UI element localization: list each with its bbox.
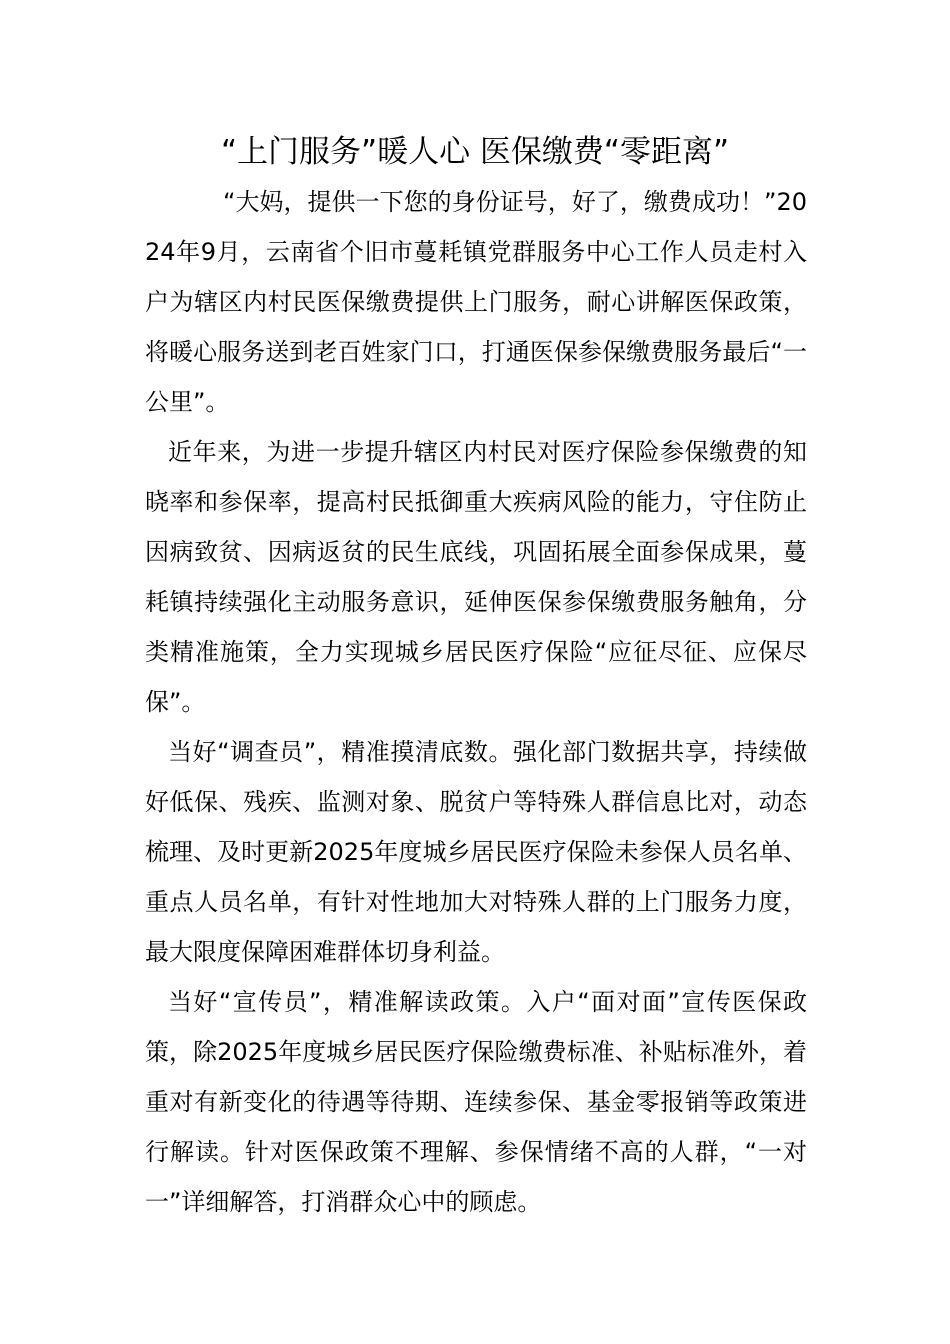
paragraph-4: 当好“宣传员”，精准解读政策。入户“面对面”宣传医保政策，除2025年度城乡居民医疗保险缴费标准、补贴标准外，着重对有新变化的待遇等待期、连续参保、基金零报销等政策进行解读。针对医保政策不理解、参保情绪不高的人群，“一对一”详细解答，打消群众心中的顾虑。 — [145, 988, 807, 1216]
document-title: “上门服务”暖人心 医保缴费“零距离” — [220, 134, 730, 170]
document-body — [145, 177, 807, 1227]
paragraph-2: 近年来，为进一步提升辖区内村民对医疗保险参保缴费的知晓率和参保率，提高村民抵御重大疾病风险的能力，守住防止因病致贫、因病返贫的民生底线，巩固拓展全面参保成果，蔓耗镇持续强化主动服务意识，延伸医保参保缴费服务触角，分类精准施策，全力实现城乡居民医疗保险“应征尽征、应保尽保”。 — [145, 438, 807, 716]
paragraph-1: “大妈，提供一下您的身份证号，好了，缴费成功！”2024年9月，云南省个旧市蔓耗镇党群服务中心工作人员走村入户为辖区内村民医保缴费提供上门服务，耐心讲解医保政策，将暖心服务送到老百姓家门口，打通医保参保缴费服务最后“一公里”。 — [145, 188, 807, 416]
paragraph-3: 当好“调查员”，精准摸清底数。强化部门数据共享，持续做好低保、残疾、监测对象、脱贫户等特殊人群信息比对，动态梳理、及时更新2025年度城乡居民医疗保险未参保人员名单、重点人员名单，有针对性地加大对特殊人群的上门服务力度，最大限度保障困难群体切身利益。 — [145, 738, 807, 966]
